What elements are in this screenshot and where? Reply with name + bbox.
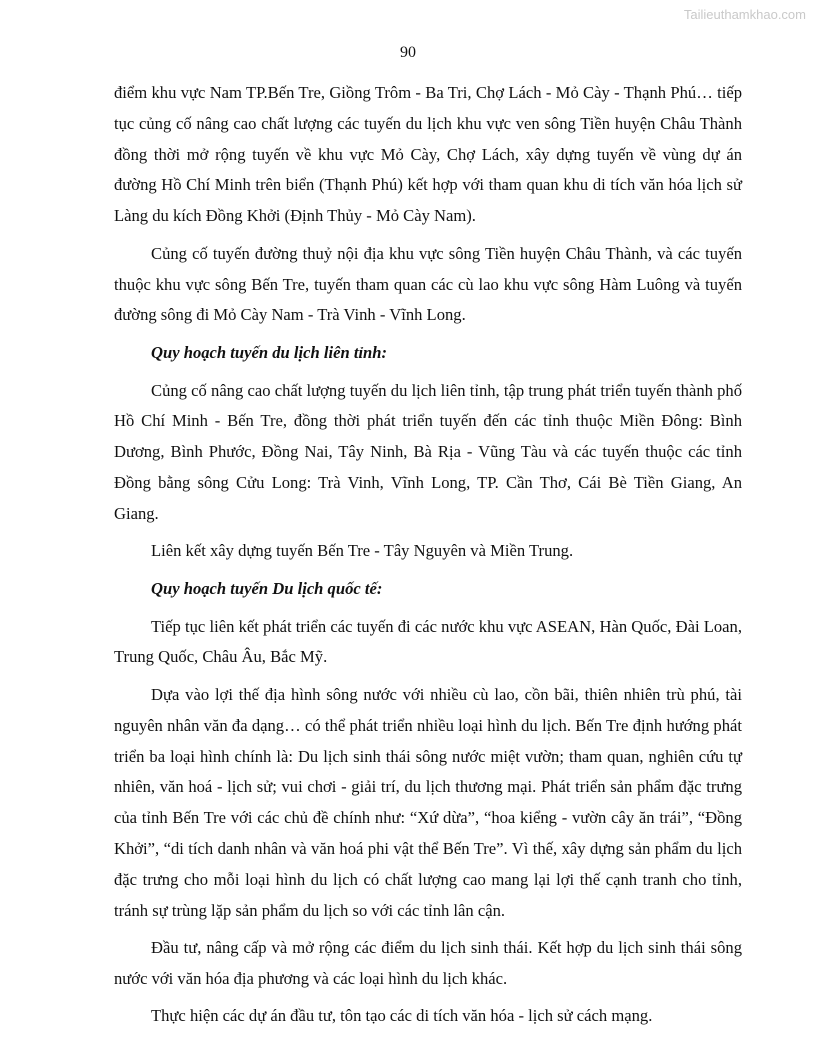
section-heading-international: Quy hoạch tuyến Du lịch quốc tế: <box>151 578 383 598</box>
paragraph-3: Củng cố nâng cao chất lượng tuyến du lịch liên tỉnh, tập trung phát triển tuyến thành phố Hồ Chí Minh - Bến Tre, đồng thời phát triển tuyến đến các tỉnh thuộc Miền Đông: Bình Dương, Bình Phước, Đồng Nai, Tây Ninh, Bà Rịa - Vũng Tàu và các tuyến thuộc các tỉnh Đồng bằng sông Cửu Long: Trà Vinh, Vĩnh Long, TP. Cần Thơ, Cái Bè Tiền Giang, An Giang. <box>114 380 742 523</box>
paragraph-5: Tiếp tục liên kết phát triển các tuyến đi các nước khu vực ASEAN, Hàn Quốc, Đài Loan, Trung Quốc, Châu Âu, Bắc Mỹ. <box>114 616 742 667</box>
document-body <box>114 78 742 1039</box>
paragraph-7: Đầu tư, nâng cấp và mở rộng các điểm du lịch sinh thái. Kết hợp du lịch sinh thái sông nước với văn hóa địa phương và các loại hình du lịch khác. <box>114 938 742 988</box>
paragraph-8: Thực hiện các dự án đầu tư, tôn tạo các di tích văn hóa - lịch sử cách mạng. <box>151 1006 653 1026</box>
paragraph-4: Liên kết xây dựng tuyến Bến Tre - Tây Nguyên và Miền Trung. <box>151 541 574 561</box>
paragraph-6: Dựa vào lợi thế địa hình sông nước với nhiều cù lao, cồn bãi, thiên nhiên trù phú, tài nguyên nhân văn đa dạng… có thể phát triển nhiều loại hình du lịch. Bến Tre định hướng phát triển ba loại hình chính là: Du lịch sinh thái sông nước miệt vườn; tham quan, nghiên cứu tự nhiên, văn hoá - lịch sử; vui chơi - giải trí, du lịch thương mại. Phát triển sản phẩm đặc trưng của tỉnh Bến Tre với các chủ đề chính như: “Xứ dừa”, “hoa kiểng - vườn cây ăn trái”, “Đồng Khởi”, “di tích danh nhân và văn hoá phi vật thể Bến Tre”. Vì thế, xây dựng sản phẩm du lịch đặc trưng cho mỗi loại hình du lịch có chất lượng cao mang lại lợi thế cạnh tranh cho tỉnh, tránh sự trùng lặp sản phẩm du lịch so với các tỉnh lân cận. <box>114 684 742 920</box>
watermark-text: Tailieuthamkhao.com <box>683 7 806 22</box>
page-number: 90 <box>400 44 416 61</box>
section-heading-interprovincial: Quy hoạch tuyến du lịch liên tỉnh: <box>151 342 388 362</box>
paragraph-1: điểm khu vực Nam TP.Bến Tre, Giồng Trôm - Ba Tri, Chợ Lách - Mỏ Cày - Thạnh Phú… tiếp tục củng cố nâng cao chất lượng các tuyến du lịch khu vực ven sông Tiền huyện Châu Thành đồng thời mở rộng tuyến về khu vực Mỏ Cày, Chợ Lách, xây dựng tuyến về vùng dự án đường Hồ Chí Minh trên biển (Thạnh Phú) kết hợp với tham quan khu di tích văn hóa lịch sử Làng du kích Đồng Khởi (Định Thủy - Mỏ Cày Nam). <box>114 83 742 226</box>
paragraph-2: Củng cố tuyến đường thuỷ nội địa khu vực sông Tiền huyện Châu Thành, và các tuyến thuộc khu vực sông Bến Tre, tuyến tham quan các cù lao khu vực sông Hàm Luông và tuyến đường sông đi Mỏ Cày Nam - Trà Vinh - Vĩnh Long. <box>114 243 742 325</box>
